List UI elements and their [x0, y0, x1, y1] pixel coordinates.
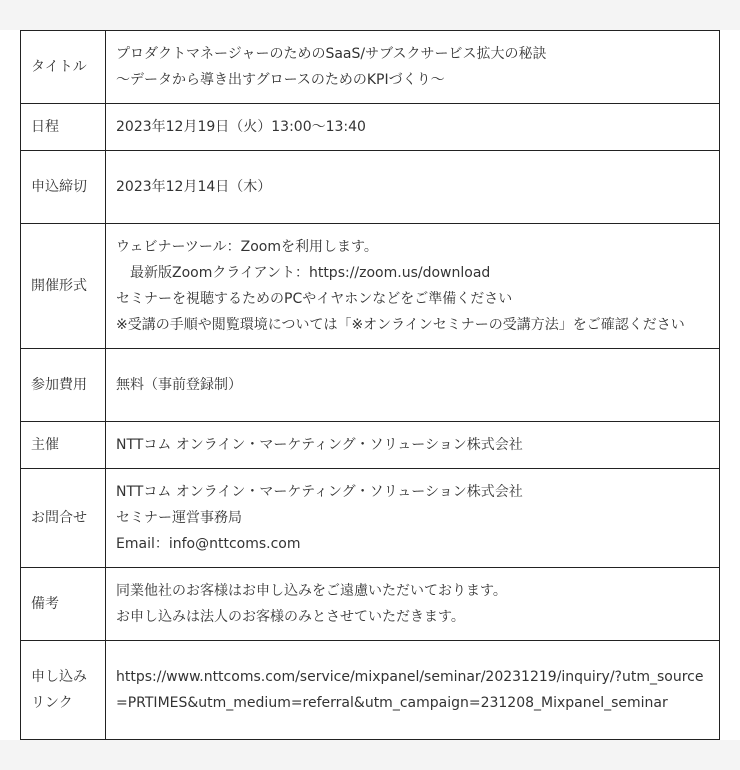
value-date	[106, 104, 720, 151]
value-format	[106, 224, 720, 349]
row-title	[21, 31, 720, 104]
value-deadline	[106, 151, 720, 224]
contact-company: NTTコム オンライン・マーケティング・ソリューション株式会社	[116, 484, 523, 500]
row-contact	[21, 469, 720, 568]
label-format: 開催形式	[21, 224, 106, 349]
value-registration-link	[106, 641, 720, 740]
seminar-info-table	[20, 30, 720, 740]
title-line-2: 〜データから導き出すグロースのためのKPIづくり〜	[116, 72, 445, 88]
row-format	[21, 224, 720, 349]
fee-text: 無料（事前登録制）	[116, 377, 242, 393]
organizer-text: NTTコム オンライン・マーケティング・ソリューション株式会社	[116, 437, 523, 453]
date-text: 2023年12月19日（火）13:00〜13:40	[116, 119, 366, 135]
row-fee	[21, 349, 720, 422]
row-organizer	[21, 422, 720, 469]
value-title	[106, 31, 720, 104]
format-line-3: セミナーを視聴するためのPCやイヤホンなどをご準備ください	[116, 291, 513, 307]
format-line-4: ※受講の手順や閲覧環境については「※オンラインセミナーの受講方法」をご確認ください	[116, 317, 685, 333]
notes-line-1: 同業他社のお客様はお申し込みをご遠慮いただいております。	[116, 583, 507, 599]
page-content	[0, 30, 740, 740]
format-line-1: ウェビナーツール：Zoomを利用します。	[116, 239, 378, 255]
format-zoom-download-link[interactable]: 最新版Zoomクライアント：https://zoom.us/download	[130, 265, 491, 281]
value-contact	[106, 469, 720, 568]
label-registration-link: 申し込みリンク	[21, 641, 106, 740]
label-notes: 備考	[21, 568, 106, 641]
value-organizer	[106, 422, 720, 469]
label-contact: お問合せ	[21, 469, 106, 568]
label-organizer: 主催	[21, 422, 106, 469]
value-fee	[106, 349, 720, 422]
value-notes	[106, 568, 720, 641]
label-title: タイトル	[21, 31, 106, 104]
deadline-text: 2023年12月14日（木）	[116, 179, 272, 195]
title-line-1: プロダクトマネージャーのためのSaaS/サブスクサービス拡大の秘訣	[116, 46, 547, 62]
row-registration-link	[21, 641, 720, 740]
contact-email[interactable]: Email：info@nttcoms.com	[116, 536, 301, 552]
registration-link[interactable]: https://www.nttcoms.com/service/mixpanel/seminar/20231219/inquiry/?utm_source=PRTIMES&utm_medium=referral&utm_campaign=231208_Mixpanel_seminar	[116, 669, 704, 711]
label-deadline: 申込締切	[21, 151, 106, 224]
contact-office: セミナー運営事務局	[116, 510, 242, 526]
label-fee: 参加費用	[21, 349, 106, 422]
row-notes	[21, 568, 720, 641]
row-deadline	[21, 151, 720, 224]
row-date	[21, 104, 720, 151]
label-date: 日程	[21, 104, 106, 151]
notes-line-2: お申し込みは法人のお客様のみとさせていただきます。	[116, 609, 465, 625]
